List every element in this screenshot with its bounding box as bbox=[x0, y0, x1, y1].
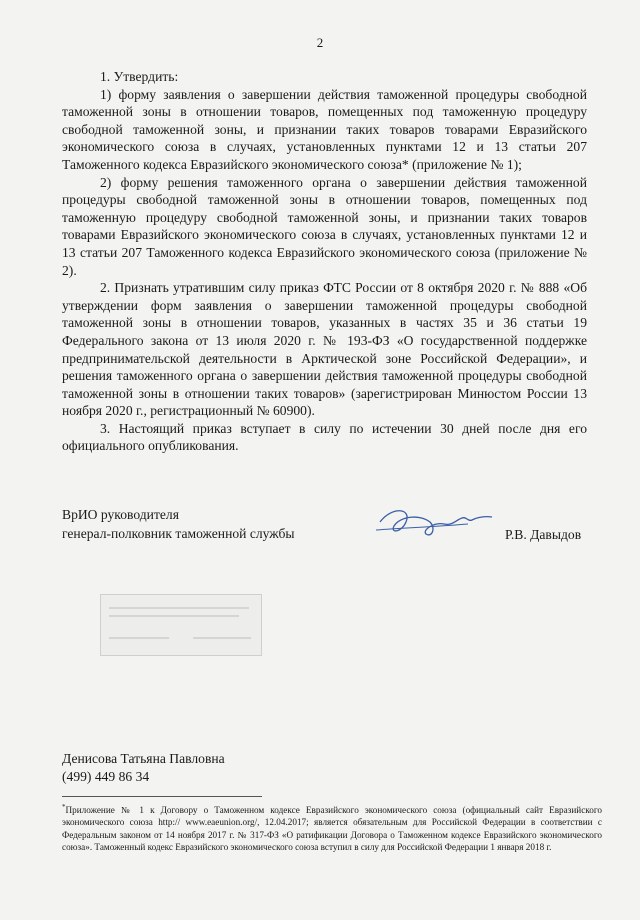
paragraph: 3. Настоящий приказ вступает в силу по истечении 30 дней после дня его официального опубликования. bbox=[62, 420, 587, 454]
executor-phone: (499) 449 86 34 bbox=[62, 769, 150, 784]
paragraph: 2) форму решения таможенного органа о завершении действия таможенной процедуры свободной таможенной зоны в отношении товаров, помещенных под таможенную процедуру свободной таможенной зоны, и признании таких товаров товарами Евразийского экономического союза в случаях, установленных пунктами 12 и 13 статьи 207 Таможенного кодекса Евразийского экономического союза (приложение № 2). bbox=[62, 174, 587, 278]
paragraph: 1) форму заявления о завершении действия таможенной процедуры свободной таможенной зоны в отношении товаров, помещенных под таможенную процедуру свободной таможенной зоны, и признании таких товаров товарами Евразийского экономического союза в случаях, установленных пунктами 12 и 13 статьи 207 Таможенного кодекса Евразийского экономического союза* (приложение № 1); bbox=[62, 86, 587, 172]
page-number: 2 bbox=[316, 35, 324, 50]
handwritten-signature bbox=[372, 500, 497, 550]
document-body bbox=[62, 68, 587, 455]
executor-contact bbox=[62, 750, 225, 786]
registration-stamp bbox=[100, 594, 262, 656]
signatory-position: ВрИО руководителя bbox=[62, 507, 179, 522]
signatory-rank: генерал-полковник таможенной службы bbox=[62, 526, 295, 541]
executor-name: Денисова Татьяна Павловна bbox=[62, 751, 225, 766]
footnote-divider bbox=[62, 796, 262, 797]
paragraph: 1. Утвердить: bbox=[100, 69, 179, 84]
signatory-name: Р.В. Давыдов bbox=[505, 527, 582, 542]
paragraph: 2. Признать утратившим силу приказ ФТС России от 8 октября 2020 г. № 888 «Об утверждении форм заявления о завершении таможенной процедуры свободной таможенной зоны в отношении товаров, указанных в частях 35 и 36 статьи 19 Федерального закона от 13 июля 2020 г. № 193-ФЗ «О государственной поддержке предпринимательской деятельности в Арктической зоне Российской Федерации», и решения таможенного органа о завершении действия таможенной процедуры свободной таможенной зоны в отношении таких товаров» (зарегистрирован Минюстом России 13 ноября 2020 г., регистрационный № 60900). bbox=[62, 280, 587, 419]
footnote-mark: * bbox=[62, 803, 66, 811]
footnote-text: Приложение № 1 к Договору о Таможенном кодексе Евразийского экономического союза (официальный сайт Евразийского экономического союза http:// www.eaeunion.org/, 12.04.2017; является обязательным для Российской Федерации в соответствии с Федеральным законом от 14 ноября 2017 г. № 317-ФЗ «О ратификации Договора о Таможенном кодексе Евразийского экономического союза». Таможенный кодекс Евразийского экономического союза вступил в силу для Российской Федерации 1 января 2018 г. bbox=[62, 805, 602, 853]
footnote bbox=[62, 801, 602, 854]
